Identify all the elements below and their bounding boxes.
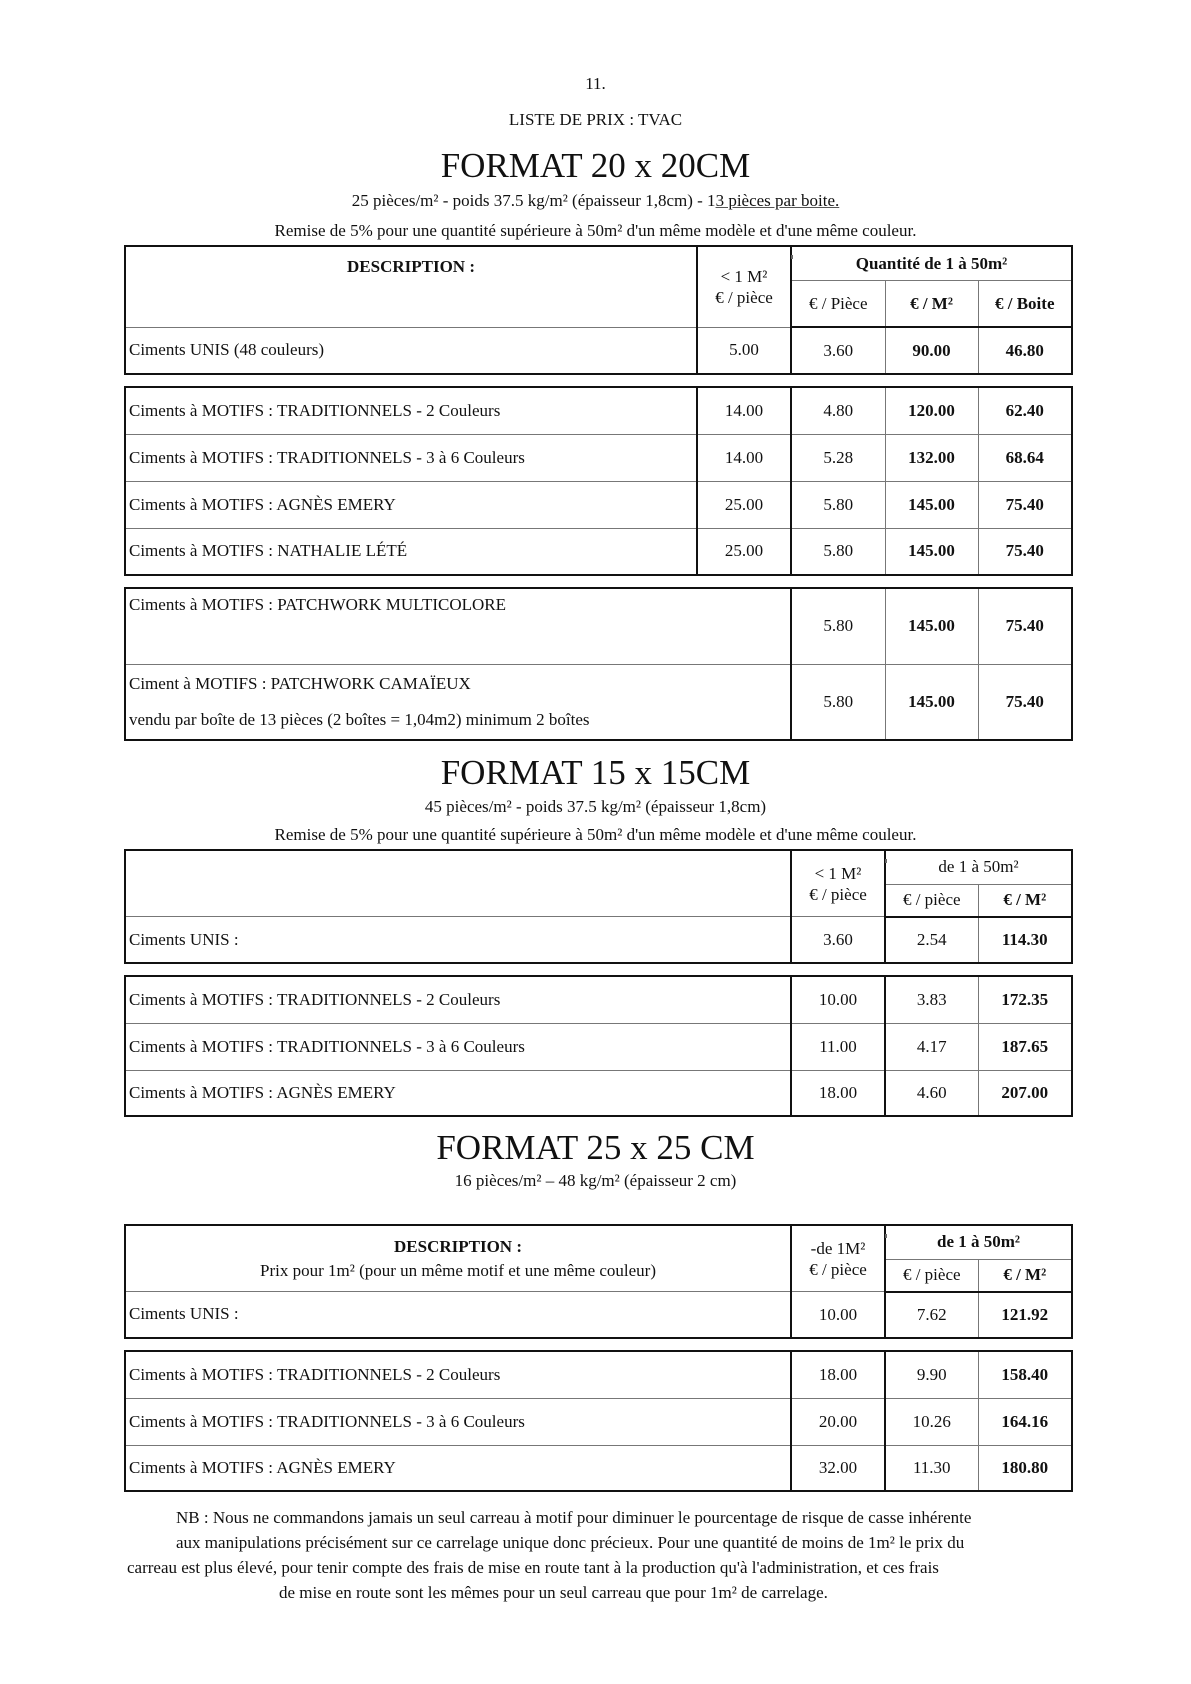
row-per-piece: 9.90 <box>885 1351 978 1398</box>
format-25-header-table <box>124 1224 1073 1339</box>
row-per-m2: 164.16 <box>978 1398 1072 1445</box>
footnote-line-2: aux manipulations précisément sur ce carrelage unique donc précieux. Pour une quantité de moins de 1m² le prix du <box>176 1533 965 1552</box>
row-per-box: 62.40 <box>978 387 1072 434</box>
row-per-m2: 172.35 <box>978 976 1072 1023</box>
col-per-piece: € / pièce <box>885 884 978 916</box>
quantity-group-header: de 1 à 50m² <box>885 1225 1072 1259</box>
quantity-group-header: de 1 à 50m² <box>885 850 1072 884</box>
under-1m2-header: < 1 M² € / pièce <box>697 246 791 327</box>
row-per-piece: 4.80 <box>791 387 885 434</box>
format-15-header-table <box>124 849 1073 964</box>
description-header: DESCRIPTION : <box>125 246 697 327</box>
row-per-box: 75.40 <box>978 588 1072 664</box>
format-20-box-info: 3 pièces par boite. <box>715 191 840 210</box>
row-under-1m2: 5.00 <box>697 327 791 374</box>
row-description: Ciments à MOTIFS : TRADITIONNELS - 2 Couleurs <box>125 1351 791 1398</box>
row-under-1m2: 11.00 <box>791 1023 885 1070</box>
format-20-header-table <box>124 245 1073 375</box>
page-number: 11. <box>585 74 606 93</box>
table-row <box>125 528 1072 575</box>
format-20-title: FORMAT 20 x 20CM <box>440 146 751 185</box>
table-row <box>125 664 1072 740</box>
row-under-1m2: 3.60 <box>791 917 885 963</box>
col-per-box: € / Boite <box>978 281 1072 328</box>
row-under-1m2: 32.00 <box>791 1445 885 1491</box>
row-under-1m2: 20.00 <box>791 1398 885 1445</box>
row-description: Ciments à MOTIFS : AGNÈS EMERY <box>125 1070 791 1116</box>
table-row <box>125 588 1072 664</box>
row-per-box: 46.80 <box>978 327 1072 374</box>
row-description: Ciments à MOTIFS : PATCHWORK MULTICOLORE <box>125 588 791 664</box>
row-per-piece: 5.80 <box>791 588 885 664</box>
table-row <box>125 1445 1072 1491</box>
table-row <box>125 1398 1072 1445</box>
format-25-specs: 16 pièces/m² – 48 kg/m² (épaisseur 2 cm) <box>454 1171 737 1190</box>
row-per-piece: 7.62 <box>885 1292 978 1338</box>
row-description: Ciments à MOTIFS : TRADITIONNELS - 3 à 6 Couleurs <box>125 434 697 481</box>
col-per-m2: € / M² <box>885 281 978 328</box>
row-per-piece: 11.30 <box>885 1445 978 1491</box>
description-subheader: Prix pour 1m² (pour un même motif et une même couleur) <box>260 1260 656 1280</box>
row-under-1m2: 14.00 <box>697 387 791 434</box>
row-under-1m2: 25.00 <box>697 528 791 575</box>
table-row <box>125 1292 1072 1338</box>
row-per-m2: 180.80 <box>978 1445 1072 1491</box>
footnote <box>124 1505 1071 1605</box>
row-description: Ciments UNIS : <box>125 1292 791 1338</box>
footnote-line-4: de mise en route sont les mêmes pour un seul carreau que pour 1m² de carrelage. <box>279 1583 828 1602</box>
row-per-m2: 145.00 <box>885 481 978 528</box>
table-row <box>125 387 1072 434</box>
row-per-piece: 5.80 <box>791 664 885 740</box>
row-per-box: 75.40 <box>978 664 1072 740</box>
footnote-line-3: carreau est plus élevé, pour tenir compte des frais de mise en route tant à la production qu'à l'administration, et ces frais <box>127 1558 939 1577</box>
format-25-motifs-table <box>124 1350 1073 1492</box>
format-15-motifs-table <box>124 975 1073 1117</box>
row-per-box: 75.40 <box>978 528 1072 575</box>
row-description: Ciments UNIS (48 couleurs) <box>125 327 697 374</box>
row-per-m2: 120.00 <box>885 387 978 434</box>
row-per-m2: 207.00 <box>978 1070 1072 1116</box>
row-description: Ciment à MOTIFS : PATCHWORK CAMAÏEUX vendu par boîte de 13 pièces (2 boîtes = 1,04m2) minimum 2 boîtes <box>125 664 791 740</box>
col-per-piece: € / Pièce <box>791 281 885 328</box>
format-20-specs-text: 25 pièces/m² - poids 37.5 kg/m² (épaisseur 1,8cm) - 1 <box>351 191 716 210</box>
format-20-motifs-table <box>124 386 1073 576</box>
quantity-group-header: Quantité de 1 à 50m² <box>791 246 1072 281</box>
row-under-1m2: 14.00 <box>697 434 791 481</box>
row-under-1m2: 10.00 <box>791 1292 885 1338</box>
list-title: LISTE DE PRIX : TVAC <box>508 110 683 129</box>
col-per-piece: € / pièce <box>885 1259 978 1291</box>
table-row <box>125 917 1072 963</box>
table-row <box>125 976 1072 1023</box>
row-per-m2: 132.00 <box>885 434 978 481</box>
row-per-box: 68.64 <box>978 434 1072 481</box>
row-per-piece: 5.80 <box>791 481 885 528</box>
format-25-title: FORMAT 25 x 25 CM <box>436 1128 755 1167</box>
table-row <box>125 327 1072 374</box>
row-description: Ciments à MOTIFS : TRADITIONNELS - 3 à 6 Couleurs <box>125 1398 791 1445</box>
under-1m2-header: -de 1M² € / pièce <box>791 1225 885 1292</box>
row-description: Ciments à MOTIFS : TRADITIONNELS - 2 Couleurs <box>125 387 697 434</box>
col-per-m2: € / M² <box>978 884 1072 916</box>
table-row <box>125 1070 1072 1116</box>
format-20-specs <box>0 190 1191 212</box>
row-description: Ciments UNIS : <box>125 917 791 963</box>
row-per-m2: 145.00 <box>885 528 978 575</box>
row-per-piece: 4.60 <box>885 1070 978 1116</box>
row-per-m2: 114.30 <box>978 917 1072 963</box>
row-per-piece: 5.80 <box>791 528 885 575</box>
row-per-m2: 145.00 <box>885 588 978 664</box>
row-per-m2: 158.40 <box>978 1351 1072 1398</box>
description-header: DESCRIPTION : Prix pour 1m² (pour un même motif et une même couleur) <box>125 1225 791 1292</box>
row-per-piece: 3.60 <box>791 327 885 374</box>
row-per-piece: 3.83 <box>885 976 978 1023</box>
row-note: vendu par boîte de 13 pièces (2 boîtes = 1,04m2) minimum 2 boîtes <box>129 709 590 729</box>
description-header <box>125 850 791 917</box>
row-per-m2: 187.65 <box>978 1023 1072 1070</box>
row-under-1m2: 18.00 <box>791 1070 885 1116</box>
col-per-m2: € / M² <box>978 1259 1072 1291</box>
format-20-patchwork-table <box>124 587 1073 741</box>
row-per-piece: 4.17 <box>885 1023 978 1070</box>
table-row <box>125 434 1072 481</box>
row-description: Ciments à MOTIFS : TRADITIONNELS - 2 Couleurs <box>125 976 791 1023</box>
format-15-discount: Remise de 5% pour une quantité supérieure à 50m² d'un même modèle et d'une même couleur. <box>274 825 917 844</box>
format-20-discount: Remise de 5% pour une quantité supérieure à 50m² d'un même modèle et d'une même couleur. <box>274 221 917 240</box>
row-under-1m2: 25.00 <box>697 481 791 528</box>
table-row <box>125 481 1072 528</box>
row-per-m2: 90.00 <box>885 327 978 374</box>
row-per-m2: 121.92 <box>978 1292 1072 1338</box>
row-per-piece: 10.26 <box>885 1398 978 1445</box>
row-under-1m2: 18.00 <box>791 1351 885 1398</box>
row-per-piece: 5.28 <box>791 434 885 481</box>
row-description: Ciments à MOTIFS : AGNÈS EMERY <box>125 1445 791 1491</box>
table-row <box>125 1023 1072 1070</box>
row-description: Ciments à MOTIFS : TRADITIONNELS - 3 à 6 Couleurs <box>125 1023 791 1070</box>
row-per-piece: 2.54 <box>885 917 978 963</box>
row-under-1m2: 10.00 <box>791 976 885 1023</box>
format-15-title: FORMAT 15 x 15CM <box>440 753 751 792</box>
row-description: Ciments à MOTIFS : NATHALIE LÉTÉ <box>125 528 697 575</box>
table-row <box>125 1351 1072 1398</box>
under-1m2-header: < 1 M² € / pièce <box>791 850 885 917</box>
row-description: Ciments à MOTIFS : AGNÈS EMERY <box>125 481 697 528</box>
row-per-box: 75.40 <box>978 481 1072 528</box>
format-15-specs: 45 pièces/m² - poids 37.5 kg/m² (épaisseur 1,8cm) <box>424 797 767 816</box>
footnote-line-1: NB : Nous ne commandons jamais un seul carreau à motif pour diminuer le pourcentage de risque de casse inhérente <box>176 1508 972 1527</box>
row-per-m2: 145.00 <box>885 664 978 740</box>
